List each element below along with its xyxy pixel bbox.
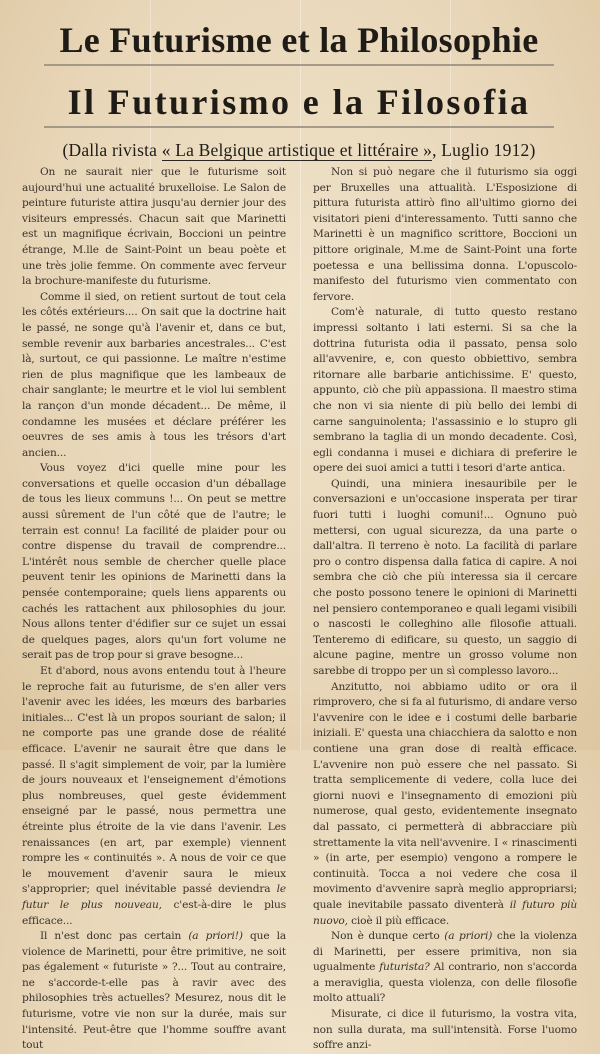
italic-phrase: il futuro più nuovo, (313, 898, 577, 927)
paragraph-text: Et d'abord, nous avons entendu tout à l'heure le reproche fait au futurisme, de s'en aller vers l'avenir avec les idées, les mœurs des barbaries initiales... C'est là un propos souriant de salon; il ne comporte pas une grande dose de réalité efficace. L'avenir ne saurait être que dans le passé. Il s'agit simplement de voir, par la lumière de jours nouveaux et l'enseignement d'émotions plus nombreuses, quel geste évidemment enseigné par le passé, nous permettra une étreinte plus étroite de la vie dans l'avenir. Les renaissances (en art, par exemple) viennent rompre les « continuités ». A nous de voir ce que le mouvement d'avenir saura le mieux s'approprier; quel inévitable passé deviendra (22, 665, 286, 896)
paragraph: Vous voyez d'ici quelle mine pour les conversations et quelle occasion d'un déballage de tous les lieux communs !... On peut se mettre aussi sûrement de l'un côté que de l'autre; le terrain est connu! La facilité de plaider pour ou contre dispense du travail de comprendre... L'intérêt nous semble de chercher quelle place peuvent tenir les opinions de Marinetti dans la pensée contemporaine; quels liens apparents ou cachés les rattachent aux philosophies du jour. Nous allons tenter d'édifier sur ce sujet un essai de quelques pages, alors qu'un fort volume ne serait pas de trop pour si grave besogne... (22, 462, 286, 662)
paragraph: Quindi, una miniera inesauribile per le conversazioni e un'occasione insperata per tirar fuori tutti i luoghi comuni!... Ognuno può mettersi, con ugual sicurezza, da una parte o dall'altra. Il terreno è noto. La facilità di parlare pro o contro dispensa dalla fatica di capire. A noi sembra che ciò che più interessa sia il cercare che posto possono tenere le opinioni di Marinetti nel pensiero contemporaneo e quali legami visibili o nascosti le colleghino alle filosofie attuali. Tenteremo di edificare, su questo, un saggio di alcune pagine, mentre un grosso volume non sarebbe di troppo per un sì complesso lavoro... (313, 477, 577, 677)
paragraph (313, 680, 577, 930)
paragraph-text: que la violence de Marinetti, pour être primitive, ne soit pas également « futuriste » ?... Tout au contraire, ne s'accorde-t-elle pas à ravir avec des philosophies très actuelles? Mesurez, (22, 930, 286, 1005)
title-rule (44, 64, 554, 66)
subtitle-pre: (Dalla rivista (62, 140, 162, 160)
column-italian (313, 165, 577, 1054)
paragraph-text: Anzitutto, noi abbiamo udito or ora il rimprovero, che si fa al futurismo, di andare verso l'avvenire con le idee e i costumi delle barbarie iniziali. E' questa una chiacchiera da salotto e non contiene una gran dose di realtà efficace. L'avvenire non può essere che nel passato. Si tratta semplicemente di vedere, colla luce dei giorni nuovi e l'insegnamento di emozioni più numerose, qual gesto, evidentemente insegnato dal passato, ci permetterà di abbracciare più strettamente la vita nell'avvenire. I « rinascimenti » (in arte, per esempio) vengono a rompere le continuità. Tocca a noi vedere che cosa il movimento d'avvenire saprà meglio appropriarsi; quale inevitabile passato diventerà (313, 680, 577, 911)
subtitle (44, 140, 554, 161)
paragraph (22, 664, 286, 929)
paragraph: On ne saurait nier que le futurisme soit aujourd'hui une actualité bruxelloise. Le Salon de peinture futuriste attira jusqu'au dernier jour des visiteurs empressés. Chacun sait que Marinetti est un magnifique écrivain, Boccioni un peintre étrange, M.lle de Saint-Point un beau poète et une très jolie femme. On commente avec ferveur la brochure-manifeste du futurisme. (22, 166, 286, 288)
paragraph: Misurate, ci dice il futurismo, la vostra vita, non sulla durata, ma sull'intensità. Forse l'uomo soffre anzi- (313, 1008, 577, 1052)
italic-phrase: (a priori!) (188, 930, 243, 943)
paragraph-text: Non è dunque certo (331, 930, 445, 943)
italic-phrase: futurista? (379, 961, 430, 974)
paragraph-text: Il n'est donc pas certain (40, 930, 189, 943)
paragraph-text: Al contrario, non s'accorda a meraviglia, questa violenza, con delle filosofie molto attuali? (313, 961, 578, 1005)
column-french (22, 165, 286, 1054)
paragraph (313, 929, 577, 1007)
paragraph-text: nous dit le futurisme, votre vie non sur la durée, mais sur l'intensité. Peut-être que l'homme souffre avant tout (22, 992, 286, 1052)
page-header (44, 18, 554, 161)
paragraph-text: che la violenza di Marinetti, per essere primitiva, non sia ugualmente (313, 930, 578, 974)
paragraph: Non si può negare che il futurismo sia oggi per Bruxelles una attualità. L'Esposizione di pittura futurista attirò fino all'ultimo giorno dei visitatori pieni d'interessamento. Tutti sanno che Marinetti è un magnifico scrittore, Boccioni un pittore originale, M.me de Saint-Point una forte poetessa e una bellissima donna. L'opuscolo-manifesto del futurismo vien commentato con fervore. (313, 166, 577, 303)
subtitle-source: « La Belgique artistique et littéraire » (161, 140, 433, 160)
paragraph-text: c'est-à-dire le plus efficace... (22, 898, 287, 927)
paragraph: Com'è naturale, di tutto questo restano impressi soltanto i lati esterni. Si sa che la dottrina futurista odia il passato, pensa solo all'avvenire, e, con questo obbiettivo, sembra ritornare alle barbarie antichissime. E' questo, appunto, ciò che più appassiona. Il maestro stima che non vi sia niente di più bello dei lembi di carne sanguinolenta; l'assassinio e lo stupro gli sembrano la taglia di un mondo decadente. Così, egli condanna i musei e dichiara di preferire le opere dei suoi amici a tutti i tesori d'arte antica. (313, 306, 577, 475)
subtitle-post: , Luglio 1912) (432, 140, 536, 160)
italic-phrase: (a priori) (444, 930, 493, 943)
italic-phrase: le futur le plus nouveau, (22, 883, 286, 911)
title-rule (44, 126, 554, 128)
paragraph-text: cioè il più efficace. (347, 914, 450, 927)
paragraph (22, 929, 286, 1054)
title-italian: Il Futurismo e la Filosofia (67, 82, 531, 122)
article-columns (22, 165, 577, 1054)
title-french: Le Futurisme et la Philosophie (59, 20, 539, 60)
paragraph: Comme il sied, on retient surtout de tout cela les côtés extérieurs.... On sait que la doctrine hait le passé, ne songe qu'à l'avenir et, dans ce but, semble revenir aux barbaries ancestrales... C'est là, surtout, ce qui passionne. Le maître n'estime rien de plus magnifique que les lambeaux de chair sanglante; le meurtre et le viol lui semblent la rançon d'un monde décadent... De même, il condamne les musées et déclare préférer les oeuvres de ses amis à tous les trésors d'art ancien... (22, 290, 286, 459)
